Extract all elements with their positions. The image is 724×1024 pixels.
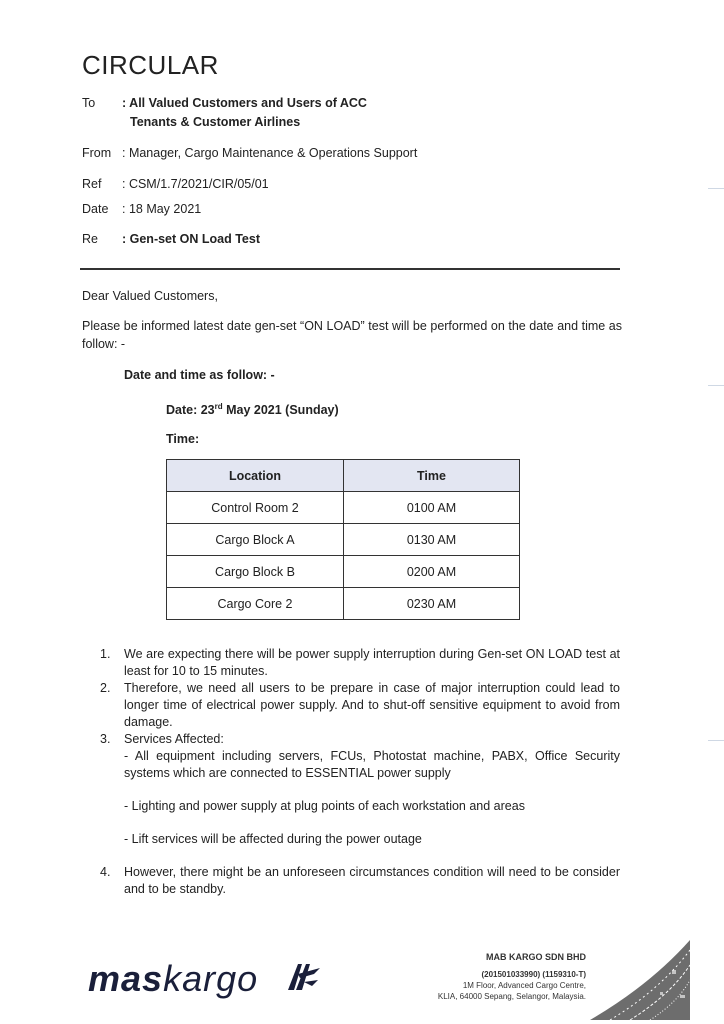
- company-info: [400, 952, 586, 1002]
- location-cell: Cargo Block B: [167, 556, 344, 588]
- notes-list: [100, 646, 620, 898]
- event-date-suffix: May 2021 (Sunday): [222, 403, 339, 418]
- logo-mas: mas: [88, 958, 164, 999]
- re-value: : Gen-set ON Load Test: [122, 232, 260, 246]
- event-date-prefix: Date: 23: [166, 403, 215, 418]
- address-line: 1M Floor, Advanced Cargo Centre,: [462, 981, 586, 990]
- list-item: [100, 864, 620, 898]
- scan-edge-mark: [708, 740, 724, 741]
- table-row: [167, 556, 520, 588]
- table-header-row: [167, 460, 520, 492]
- ref-value: : CSM/1.7/2021/CIR/05/01: [122, 177, 269, 191]
- salutation: Dear Valued Customers,: [82, 289, 218, 303]
- column-header-location: Location: [167, 460, 344, 492]
- maskargo-logo: [88, 958, 258, 1000]
- table-row: [167, 588, 520, 620]
- event-date-ordinal: rd: [214, 402, 223, 411]
- list-item-text: We are expecting there will be power supply interruption during Gen-set ON LOAD test at least for 10 to 15 minutes.: [124, 647, 620, 678]
- scan-edge-mark: [708, 385, 724, 386]
- logo-wordmark: [88, 958, 258, 999]
- list-item-text: Services Affected:: [124, 732, 224, 746]
- intro-paragraph: Please be informed latest date gen-set “ON LOAD” test will be performed on the date and time as follow: -: [82, 319, 622, 351]
- ref-label: Ref: [82, 177, 102, 191]
- list-number: 4.: [100, 865, 111, 879]
- event-date: [166, 398, 339, 419]
- schedule-table: [166, 459, 520, 620]
- company-name: MAB KARGO SDN BHD: [486, 952, 586, 962]
- date-label: Date: [82, 202, 109, 216]
- time-cell: 0130 AM: [344, 524, 520, 556]
- location-cell: Cargo Block A: [167, 524, 344, 556]
- time-cell: 0230 AM: [344, 588, 520, 620]
- time-label: Time:: [166, 432, 200, 446]
- affected-item: - Lift services will be affected during the power outage: [124, 832, 422, 846]
- company-registration: (201501033990) (1159310-T): [481, 970, 586, 979]
- from-label: From: [82, 146, 112, 160]
- from-value: : Manager, Cargo Maintenance & Operations Support: [122, 146, 418, 160]
- to-value-line2: Tenants & Customer Airlines: [130, 115, 301, 129]
- date-value: : 18 May 2021: [122, 202, 202, 216]
- table-row: [167, 492, 520, 524]
- location-cell: Cargo Core 2: [167, 588, 344, 620]
- kite-logo-icon: [284, 960, 324, 996]
- scan-edge-mark: [708, 188, 724, 189]
- time-cell: 0100 AM: [344, 492, 520, 524]
- decorative-pattern-icon: [590, 940, 690, 1020]
- time-cell: 0200 AM: [344, 556, 520, 588]
- affected-item: - Lighting and power supply at plug points of each workstation and areas: [124, 799, 525, 813]
- list-number: 2.: [100, 681, 111, 695]
- location-cell: Control Room 2: [167, 492, 344, 524]
- re-label: Re: [82, 232, 98, 246]
- list-number: 1.: [100, 647, 111, 661]
- list-item: [100, 680, 620, 731]
- document-title: CIRCULAR: [82, 50, 219, 80]
- to-value-line1: : All Valued Customers and Users of ACC: [122, 96, 367, 110]
- header-divider: [80, 268, 620, 270]
- affected-item: - All equipment including servers, FCUs, Photostat machine, PABX, Office Security systems which are connected to ESSENTIAL power supply: [124, 749, 620, 780]
- list-item-text: Therefore, we need all users to be prepare in case of major interruption could lead to longer time of electrical power supply. And to shut-off sensitive equipment to avoid from damage.: [124, 681, 620, 729]
- table-row: [167, 524, 520, 556]
- to-label: To: [82, 96, 96, 110]
- list-number: 3.: [100, 732, 111, 746]
- list-item-text: However, there might be an unforeseen circumstances condition will need to be consider and to be standby.: [124, 865, 620, 896]
- schedule-subheading: Date and time as follow: -: [124, 368, 275, 382]
- list-item: [100, 731, 620, 848]
- logo-kargo: kargo: [163, 958, 259, 999]
- list-item: [100, 646, 620, 680]
- address-line: KLIA, 64000 Sepang, Selangor, Malaysia.: [437, 992, 586, 1001]
- column-header-time: Time: [344, 460, 520, 492]
